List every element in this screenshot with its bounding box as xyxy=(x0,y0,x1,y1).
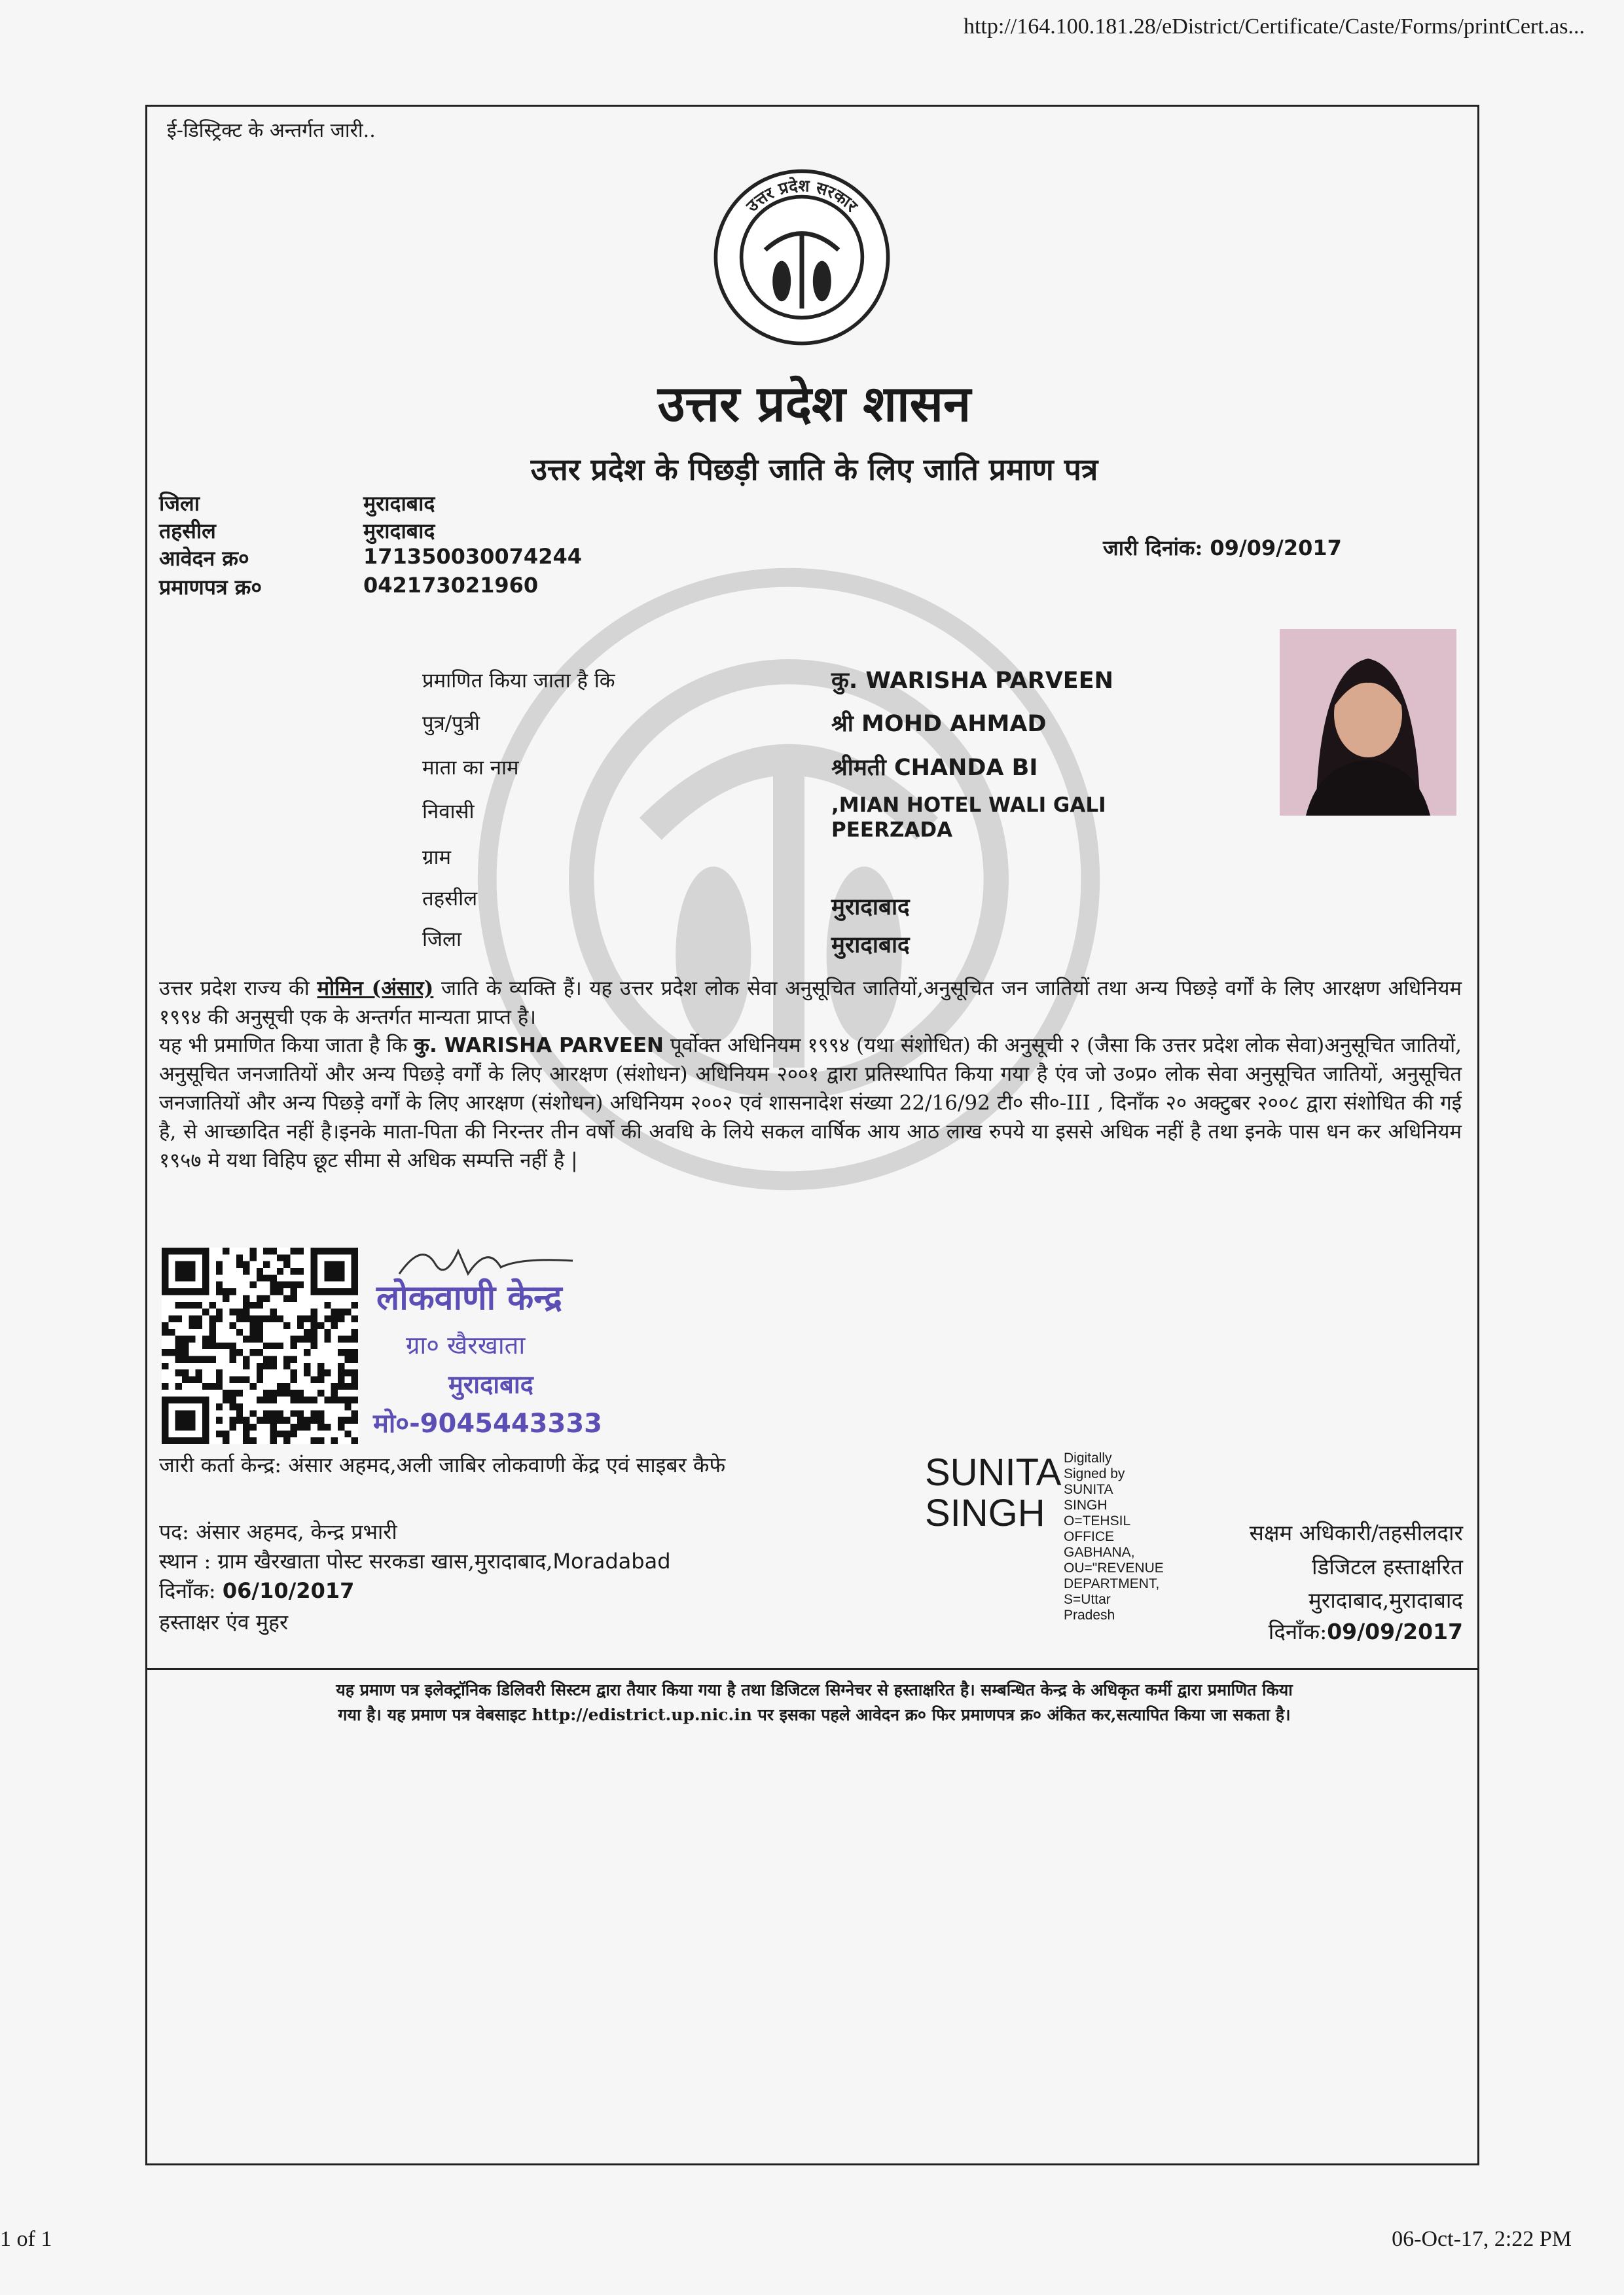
certificate-title: उत्तर प्रदेश के पिछड़ी जाति के लिए जाति प्रमाण पत्र xyxy=(530,452,1098,487)
field-label-resident: निवासी xyxy=(422,800,475,823)
authority-date xyxy=(1175,1616,1463,1646)
issue-date-value: 09/09/2017 xyxy=(1210,535,1342,560)
applicant-photo xyxy=(1280,629,1456,816)
digital-signature-details: Digitally Signed by SUNITA SINGH O=TEHSIL OFFICE GABHANA, OU="REVENUE DEPARTMENT, S=Uttar Pradesh xyxy=(1064,1451,1164,1623)
para1-pre: उत्तर प्रदेश राज्य की xyxy=(159,977,317,1000)
meta-value-tehsil: मुरादाबाद xyxy=(363,518,435,543)
sign-and-seal: हस्ताक्षर एंव मुहर xyxy=(159,1610,289,1635)
stamp-line-village: ग्रा० खैरखाता xyxy=(406,1331,526,1360)
field-label-son-daughter-of: पुत्र/पुत्री xyxy=(422,712,480,735)
para2-post: पूर्वोक्त अधिनियम १९९४ (यथा संशोधित) की अनुसूची २ (जैसा कि उत्तर प्रदेश लोक सेवा)अनुसूचित जातियों, अनुसूचित जनजातियों और अन्य पिछड़े वर्गों के लिए आरक्षण (संशोधन) अधिनियम २००१ द्वारा प्रतिस्थापित किया गया है एंव जो उ०प्र० लोक सेवा अनुसूचित जातियों, अनुसूचित जनजातियों और अन्य पिछड़े वर्गों के लिए आरक्षण (संशोधन) अधिनियम २००२ एवं शासनादेश संख्या 22/16/92 टी० सी०-III , दिनाँक २० अक्टुबर २००८ द्वारा संशोधित की गई है, से आच्छादित नहीं है।इनके माता-पिता की निरन्तर तीन वर्षो की अवधि के लिये सकल वार्षिक आय आठ लाख रुपये या इससे अधिक नहीं है तथा इनके पास धन कर अधिनियम १९५७ मे यथा विहिप छूट सीमा से अधिक सम्पत्ति नहीं है | xyxy=(159,1034,1462,1172)
paragraph-caste-declaration xyxy=(159,974,1462,1032)
intro-note: ई-डिस्ट्रिक्ट के अन्तर्गत जारी.. xyxy=(167,119,376,142)
meta-label-certificate-no: प्रमाणपत्र क्र० xyxy=(159,575,262,600)
stamp-line-mobile: मो०-9045443333 xyxy=(373,1409,603,1439)
para1-post: जाति के व्यक्ति हैं। यह उत्तर प्रदेश लोक सेवा अनुसूचित जातियों,अनुसूचित जन जातियों तथा अन्य पिछड़े वर्गों के लिए आरक्षण अधिनियम १९९४ की अनुसूची एक के अन्तर्गत मान्यता प्राप्त है। xyxy=(159,977,1462,1029)
paragraph-creamy-layer xyxy=(159,1031,1462,1175)
meta-label-tehsil: तहसील xyxy=(159,518,216,543)
footnote-line2: गया है। यह प्रमाण पत्र वेबसाइट http://edistrict.up.nic.in पर इसका पहले आवेदन क्र० फिर प्रमाणपत्र क्र० अंकित कर,सत्यापित किया जा सकता है। xyxy=(338,1705,1291,1724)
field-label-mother: माता का नाम xyxy=(422,756,519,780)
place-value-en: Moradabad xyxy=(552,1549,671,1574)
emblem-text: उत्तर प्रदेश सरकार xyxy=(742,176,861,216)
post-designation xyxy=(159,1517,397,1545)
meta-label-district: जिला xyxy=(159,491,200,516)
field-value-father: श्री MOHD AHMAD xyxy=(831,711,1047,737)
digital-signer-name-line2: SINGH xyxy=(925,1492,1045,1534)
authority-location: मुरादाबाद,मुरादाबाद xyxy=(1308,1587,1463,1613)
up-govt-emblem-icon xyxy=(710,166,893,349)
verification-footnote xyxy=(147,1678,1481,1727)
para2-name: कु. WARISHA PARVEEN xyxy=(414,1034,664,1057)
field-value-tehsil: मुरादाबाद xyxy=(831,894,910,920)
authority-date-value: 09/09/2017 xyxy=(1327,1619,1463,1644)
stamp-line-city: मुरादाबाद xyxy=(448,1370,533,1399)
footnote-divider xyxy=(147,1668,1477,1670)
authority-date-label: दिनाँक: xyxy=(1268,1619,1327,1644)
field-value-name: कु. WARISHA PARVEEN xyxy=(831,668,1113,694)
post-value: अंसार अहमद, केन्द्र प्रभारी xyxy=(196,1519,397,1544)
certificate-frame xyxy=(145,105,1479,2165)
issue-date xyxy=(1103,533,1342,562)
field-value-district: मुरादाबाद xyxy=(831,931,910,958)
para2-pre: यह भी प्रमाणित किया जाता है कि xyxy=(159,1034,414,1057)
issue-date-label: जारी दिनांक: xyxy=(1103,535,1203,560)
authority-title: सक्षम अधिकारी/तहसीलदार xyxy=(1249,1520,1463,1545)
authority-digitally-signed: डिजिटल हस्ताक्षरित xyxy=(1312,1554,1463,1580)
meta-label-application-no: आवेदन क्र० xyxy=(159,546,249,571)
place-value: ग्राम खैरखाता पोस्ट सरकडा खास,मुरादाबाद, xyxy=(217,1549,553,1574)
field-value-mother: श्रीमती CHANDA BI xyxy=(831,755,1038,781)
place-label: स्थान : xyxy=(159,1549,211,1574)
field-label-village: ग्राम xyxy=(422,846,452,869)
post-date xyxy=(159,1576,354,1604)
caste-name: मोमिन (अंसार) xyxy=(317,977,434,1000)
field-label-district: जिला xyxy=(422,928,462,951)
post-place xyxy=(159,1547,671,1575)
govt-title: उत्तर प्रदेश शासन xyxy=(657,374,971,433)
field-value-address: ,MIAN HOTEL WALI GALI PEERZADA xyxy=(831,793,1106,842)
meta-value-application-no: 171350030074244 xyxy=(363,544,582,569)
qr-code xyxy=(162,1248,358,1444)
field-label-certified: प्रमाणित किया जाता है कि xyxy=(422,669,615,693)
print-datetime: 06-Oct-17, 2:22 PM xyxy=(1392,2227,1572,2251)
post-date-label: दिनाँक: xyxy=(159,1578,216,1603)
print-page-count: 1 of 1 xyxy=(0,2227,52,2251)
stamp-line-centre: लोकवाणी केन्द्र xyxy=(376,1278,562,1318)
issuing-centre: जारी कर्ता केन्द्र: अंसार अहमद,अली जाबिर लोकवाणी केंद्र एवं साइबर कैफे xyxy=(159,1453,726,1477)
post-date-value: 06/10/2017 xyxy=(222,1578,355,1603)
field-label-tehsil: तहसील xyxy=(422,887,478,911)
meta-value-certificate-no: 042173021960 xyxy=(363,573,539,598)
footnote-line1: यह प्रमाण पत्र इलेक्ट्रॉनिक डिलिवरी सिस्टम द्वारा तैयार किया गया है तथा डिजिटल सिग्नेचर से हस्ताक्षरित है। सम्बन्धित केन्द्र के अधिकृत कर्मी द्वारा प्रमाणित किया xyxy=(336,1680,1293,1699)
digital-signer-name-line1: SUNITA xyxy=(925,1451,1062,1494)
meta-value-district: मुरादाबाद xyxy=(363,491,435,516)
post-label: पद: xyxy=(159,1519,189,1544)
print-url-header: http://164.100.181.28/eDistrict/Certificate/Caste/Forms/printCert.as... xyxy=(963,14,1585,39)
